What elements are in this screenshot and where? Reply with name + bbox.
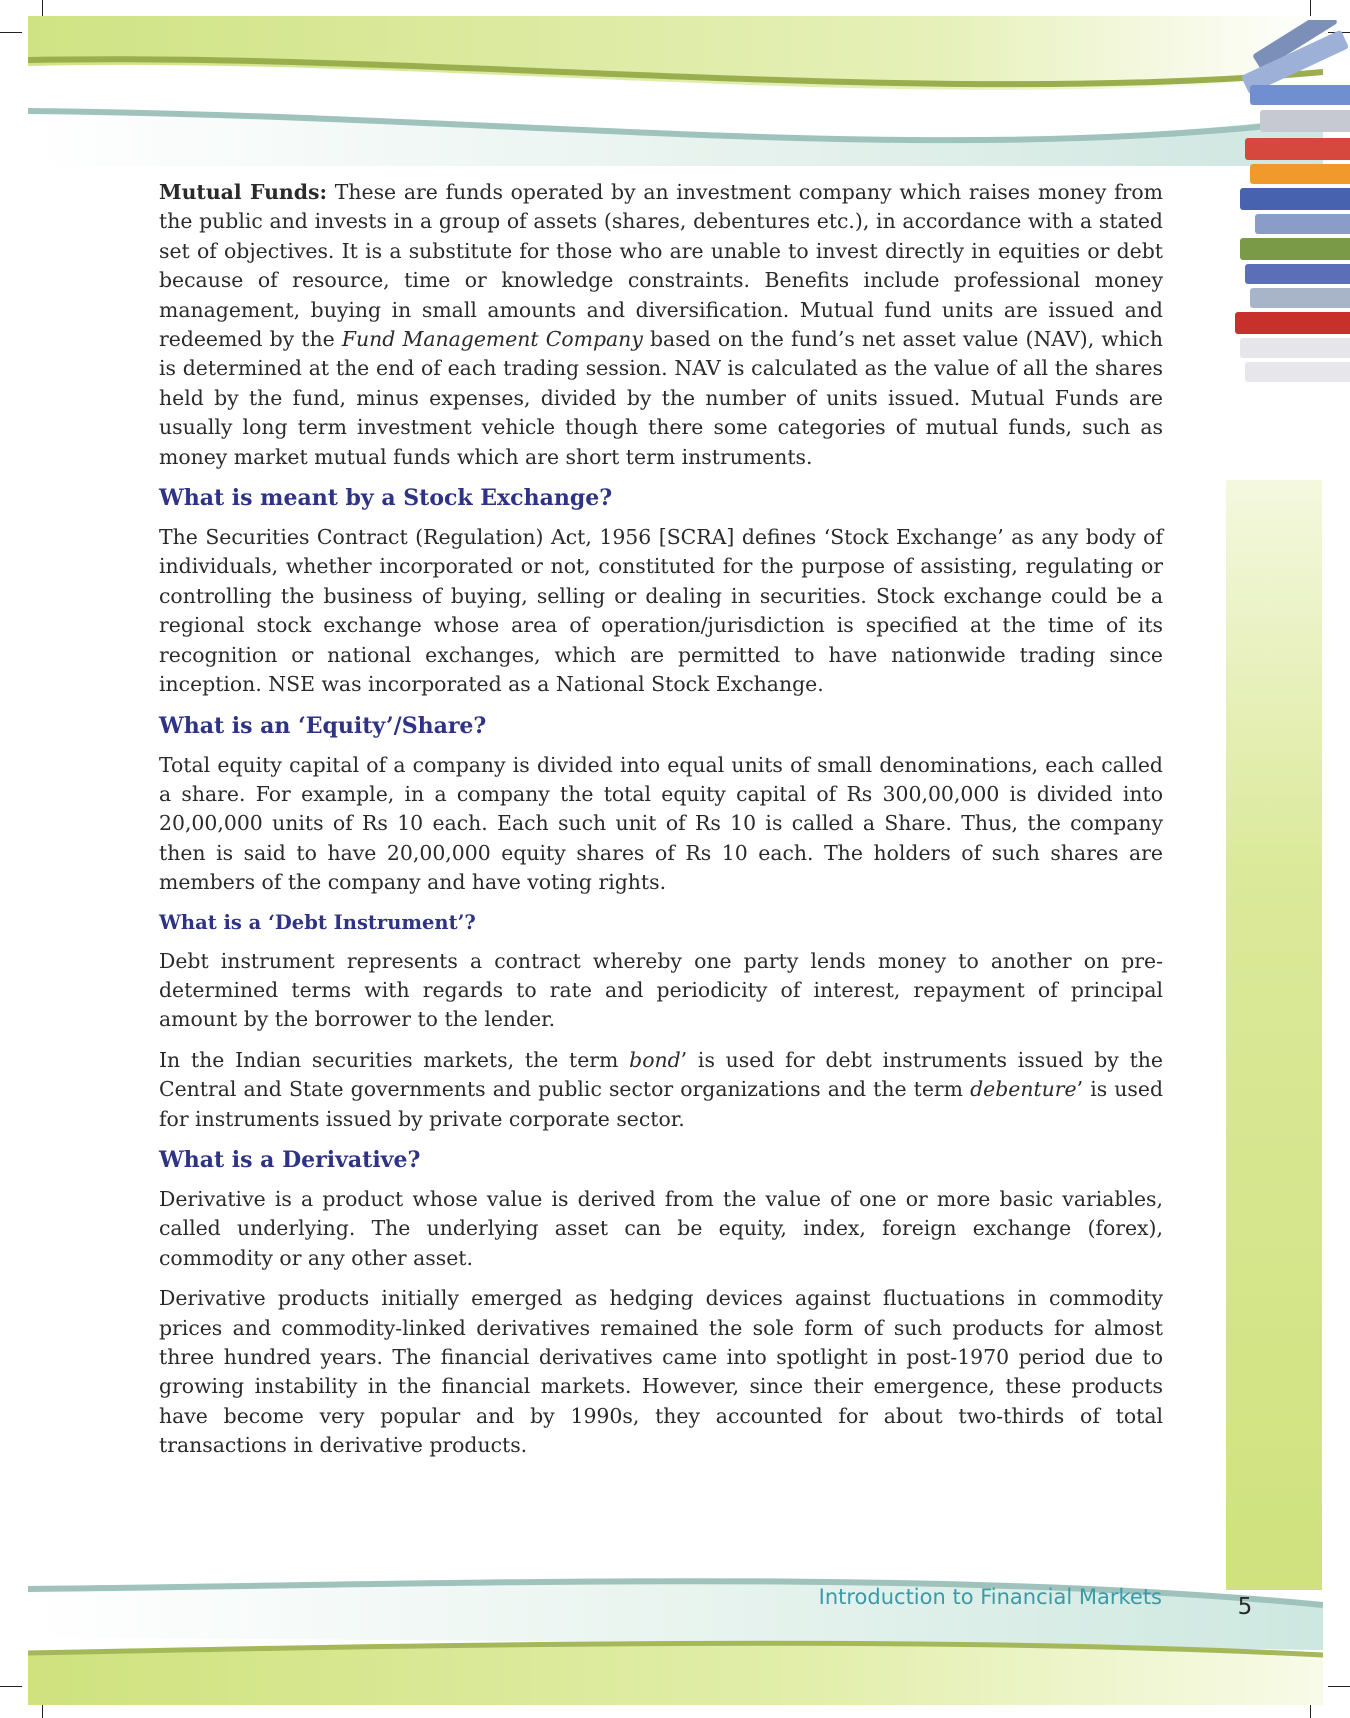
derivative-paragraph: Derivative is a product whose value is derived from the value of one or more basic variables, called underlying. The underlying asset can be equity, index, foreign exchange (forex), commodity or any other asset. <box>159 1186 1163 1270</box>
debenture-term: debenture <box>970 1077 1077 1102</box>
books-illustration <box>1160 20 1350 420</box>
debt-text: In the Indian securities markets, the term <box>159 1047 630 1072</box>
header-decoration <box>28 16 1323 166</box>
crop-mark <box>42 0 43 16</box>
mutual-funds-text: based on the fund’s net asset value (NAV), which is determined at the end of each trading session. NAV is calculated as the value of all the shares held by the fund, minus expenses, divided by the number of units issued. Mutual Funds are usually long term investment vehicle though there some categories of mutual funds, such as money market mutual funds which are short term instruments. <box>159 327 1163 469</box>
equity-paragraph: Total equity capital of a company is divided into equal units of small denominations, each called a share. For example, in a company the total equity capital of Rs 300,00,000 is divided into 20,00,000 units of Rs 10 each. Each such unit of Rs 10 is called a Share. Thus, the company then is said to have 20,00,000 equity shares of Rs 10 each. The holders of such shares are members of the company and have voting rights. <box>159 752 1163 895</box>
debt-heading: What is a ‘Debt Instrument’? <box>159 910 476 934</box>
derivative-paragraph: Derivative products initially emerged as hedging devices against fluctuations in commodity prices and commodity-linked derivatives remained the sole form of such products for almost three hundred years. The financial derivatives came into spotlight in post-1970 period due to growing instability in the financial markets. However, since their emergence, these products have become very popular and by 1990s, they accounted for about two-thirds of total transactions in derivative products. <box>159 1286 1163 1458</box>
crop-mark <box>0 32 22 33</box>
debt-paragraph <box>159 1046 1163 1134</box>
crop-mark <box>1328 1686 1350 1687</box>
debt-text: ’ is used for debt instruments issued by the Central and State governments and public sector organizations and the term <box>159 1047 1163 1102</box>
stock-exchange-heading: What is meant by a Stock Exchange? <box>159 485 613 512</box>
mutual-funds-italic: Fund Management Company <box>341 327 643 352</box>
mutual-funds-paragraph <box>159 178 1163 472</box>
footer-title: Introduction to Financial Markets <box>818 1585 1162 1609</box>
page-number: 5 <box>1237 1594 1253 1620</box>
equity-heading: What is an ‘Equity’/Share? <box>159 712 487 739</box>
crop-mark <box>0 1686 22 1687</box>
crop-mark <box>1310 0 1311 16</box>
page-content <box>159 178 1163 1472</box>
mutual-funds-text: These are funds operated by an investment company which raises money from the public and invests in a group of assets (shares, debentures etc.), in accordance with a stated set of objectives. It is a substitute for those who are unable to invest directly in equities or debt because of resource, time or knowledge constraints. Benefits include professional money management, buying in small amounts and diversification. Mutual fund units are issued and redeemed by the <box>159 180 1163 352</box>
derivative-heading: What is a Derivative? <box>159 1146 421 1173</box>
stock-exchange-paragraph: The Securities Contract (Regulation) Act, 1956 [SCRA] defines ‘Stock Exchange’ as any body of individuals, whether incorporated or not, constituted for the purpose of assisting, regulating or controlling the business of buying, selling or dealing in securities. Stock exchange could be a regional stock exchange whose area of operation/jurisdiction is specified at the time of its recognition or national exchanges, which are permitted to have nationwide trading since inception. NSE was incorporated as a National Stock Exchange. <box>159 525 1163 697</box>
side-decoration-strip <box>1226 480 1322 1590</box>
mutual-funds-lead: Mutual Funds: <box>159 180 328 204</box>
debt-text: ’ is used for instruments issued by private corporate sector. <box>159 1077 1163 1131</box>
debt-paragraph: Debt instrument represents a contract whereby one party lends money to another on pre-determined terms with regards to rate and periodicity of interest, repayment of principal amount by the borrower to the lender. <box>159 948 1163 1032</box>
bond-term: bond <box>629 1047 681 1072</box>
